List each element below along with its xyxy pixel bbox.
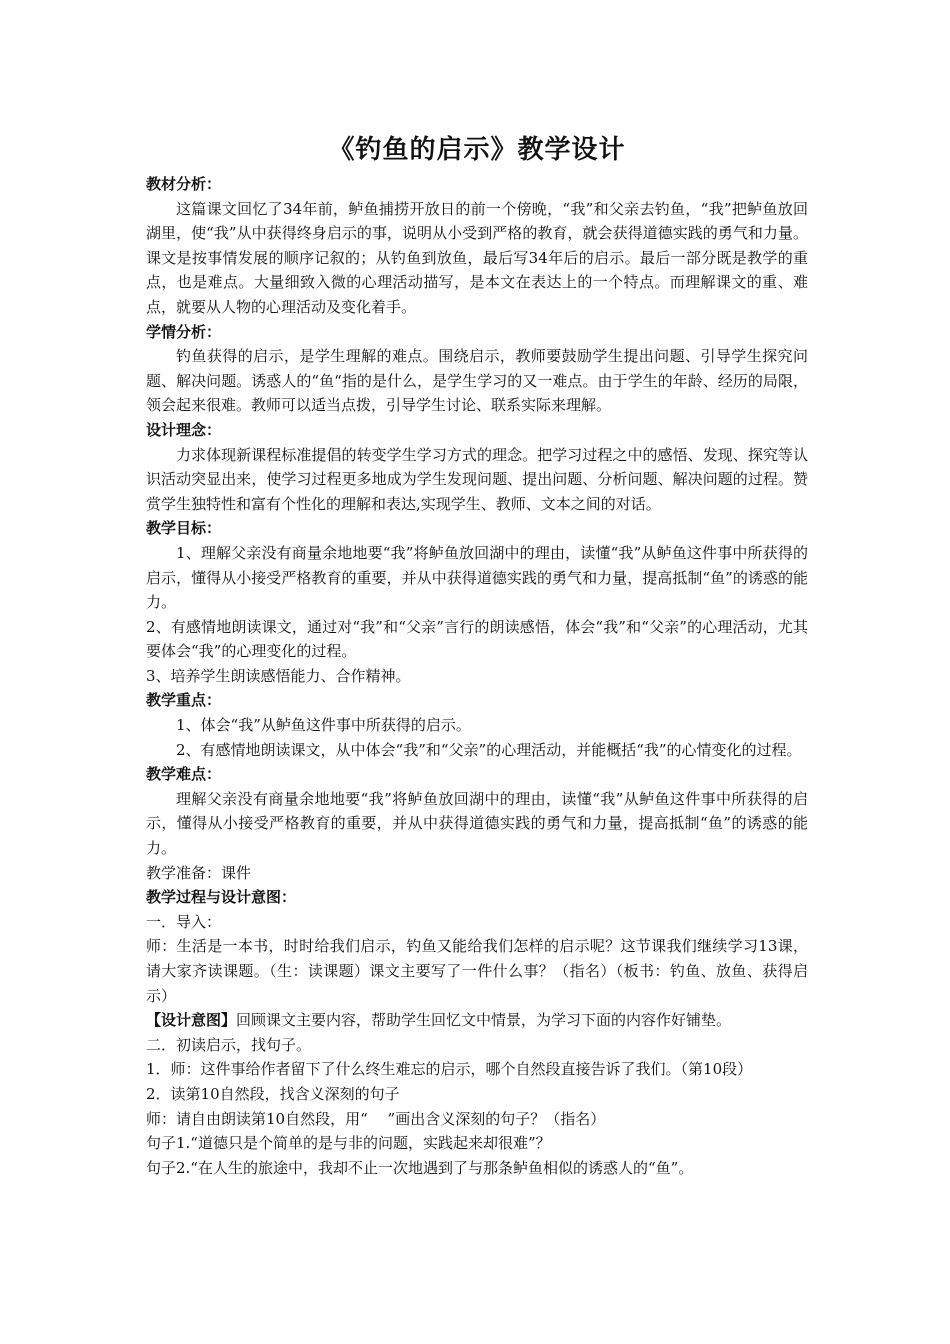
process-heading: 教学过程与设计意图： [146,888,297,907]
material-heading: 教材分析： [146,175,222,193]
step2-title: 二．初读启示，找句子。 [146,1035,312,1054]
concept-heading: 设计理念： [146,420,222,439]
sentence-1: 句子1.“道德只是个简单的是与非的问题，实践起来却很难”？ [146,1134,551,1153]
goal-item-1: 1、理解父亲没有商量余地地要“我”将鲈鱼放回湖中的理由，读懂“我”从鲈鱼这件事中所获得的启示，懂得从小接受严格教育的重要，并从中获得道德实践的勇气和力量，提高抵制“鱼”的诱惑的能力。 [146,543,808,612]
document-page [146,130,808,1180]
design-intent [146,1008,808,1033]
design-intent-text: 回顾课文主要内容，帮助学生回忆文中情景，为学习下面的内容作好铺垫。 [236,1011,732,1030]
material-paragraph: 这篇课文回忆了34年前，鲈鱼捕捞开放日的前一个傍晚，“我”和父亲去钓鱼，“我”把鲈鱼放回湖里，使“我”从中获得终身启示的事，说明从小受到严格的教育，就会获得道德实践的勇气和力量。课文是按事情发展的顺序记叙的；从钓鱼到放鱼，最后写34年后的启示。最后一部分既是教学的重点，也是难点。大量细致入微的心理活动描写，是本文在表达上的一个特点。而理解课文的重、难点，就要从人物的心理活动及变化着手。 [146,199,808,316]
student-paragraph: 钓鱼获得的启示，是学生理解的难点。围绕启示，教师要鼓励学生提出问题、引导学生探究问题、解决问题。诱惑人的“鱼“指的是什么，是学生学习的又一难点。由于学生的年龄、经历的局限，领会起来很难。教师可以适当点拨，引导学生讨论、联系实际来理解。 [146,347,808,415]
step2-line-2: 2．读第10自然段，找含义深刻的句子 [146,1084,400,1103]
goals-heading: 教学目标： [146,519,222,538]
difficulty-paragraph: 理解父亲没有商量余地地要“我”将鲈鱼放回湖中的理由，读懂“我”从鲈鱼这件事中所获得的启示，懂得从小接受严格教育的重要，并从中获得道德实践的勇气和力量，提高抵制“鱼”的诱惑的能力。 [146,789,808,858]
step1-title: 一．导入： [146,912,222,931]
goal-item-3: 3、培养学生朗读感悟能力、合作精神。 [146,666,411,685]
difficulty-heading: 教学难点： [146,765,222,784]
focus-item-2: 2、有感情地朗读课文，从中体会“我”和“父亲”的心理活动，并能概括“我”的心情变化的过程。 [176,740,802,759]
focus-heading: 教学重点： [146,691,222,710]
sentence-2: 句子2.“在人生的旅途中，我却不止一次地遇到了与那条鲈鱼相似的诱惑人的“鱼”。 [146,1158,694,1177]
step2-line-1: 1．师：这件事给作者留下了什么终生难忘的启示，哪个自然段直接告诉了我们。（第10段） [146,1060,753,1079]
goal-item-2: 2、有感情地朗读课文，通过对“我”和“父亲”言行的朗读感悟，体会“我”和“父亲”的心理活动，尤其要体会“我”的心理变化的过程。 [146,617,808,661]
design-intent-label: 【设计意图】 [146,1011,237,1030]
prep-line: 教学准备：课件 [146,863,252,882]
step1-paragraph: 师：生活是一本书，时时给我们启示，钓鱼又能给我们怎样的启示呢？这节课我们继续学习13课，请大家齐读课题。（生：读课题）课文主要写了一件什么事？（指名）（板书：钓鱼、放鱼、获得启示） [146,937,808,1005]
document-title: 《钓鱼的启示》教学设计 [328,135,626,165]
focus-item-1: 1、体会“我”从鲈鱼这件事中所获得的启示。 [176,716,471,735]
step2-line-3: 师：请自由朗读第10自然段，用“ ”画出含义深刻的句子？（指名） [146,1109,606,1128]
concept-paragraph: 力求体现新课程标准提倡的转变学生学习方式的理念。把学习过程之中的感悟、发现、探究等认识活动突显出来，使学习过程更多地成为学生发现问题、提出问题、分析问题、解决问题的过程。赞赏学生独特性和富有个性化的理解和表达,实现学生、教师、文本之间的对话。 [146,445,808,513]
student-heading: 学情分析： [146,322,222,341]
